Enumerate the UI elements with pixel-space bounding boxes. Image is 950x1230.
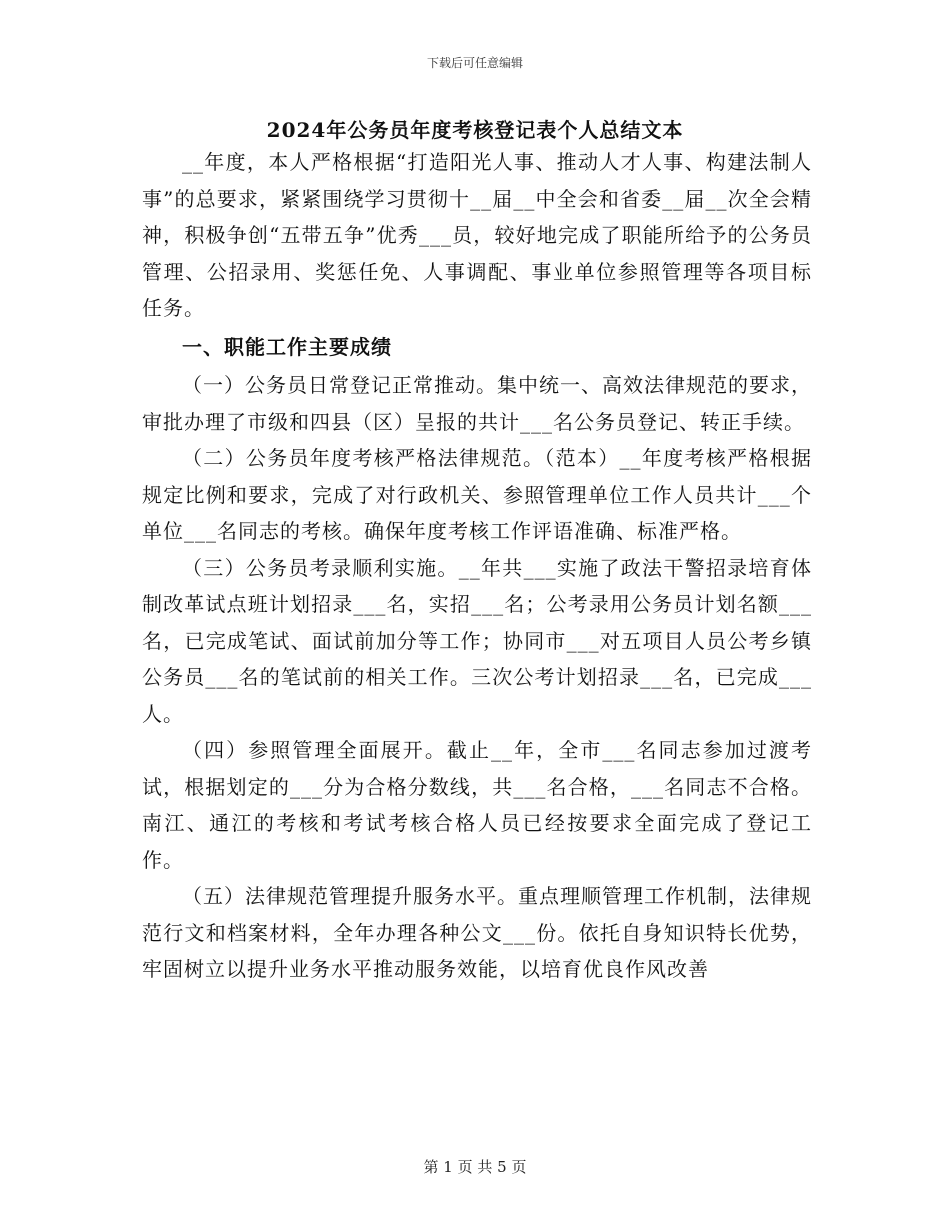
item-paragraph-1: （一）公务员日常登记正常推动。集中统一、高效法律规范的要求，审批办理了市级和四县（区）呈报的共计___名公务员登记、转正手续。 — [142, 373, 812, 434]
item-paragraph-5: （五）法律规范管理提升服务水平。重点理顺管理工作机制，法律规范行文和档案材料，全年办理各种公文___份。依托自身知识特长优势，牢固树立以提升业务水平推动服务效能，以培育优良作风改善 — [142, 884, 812, 981]
item-paragraph-2: （二）公务员年度考核严格法律规范。（范本）__年度考核严格根据规定比例和要求，完成了对行政机关、参照管理单位工作人员共计___个单位___名同志的考核。确保年度考核工作评语准确、标准严格。 — [142, 446, 812, 543]
item-paragraph-3: （三）公务员考录顺利实施。__年共___实施了政法干警招录培育体制改革试点班计划招录___名，实招___名；公考录用公务员计划名额___名，已完成笔试、面试前加分等工作；协同市___对五项目人员公考乡镇公务员___名的笔试前的相关工作。三次公考计划招录___名，已完成___人。 — [142, 555, 812, 726]
document-title: 2024年公务员年度考核登记表个人总结文本 — [266, 118, 684, 142]
document-body — [142, 144, 812, 988]
section-heading: 一、职能工作主要成绩 — [182, 334, 392, 359]
intro-paragraph: __年度，本人严格根据“打造阳光人事、推动人才人事、构建法制人事”的总要求，紧紧围绕学习贯彻十__届__中全会和省委__届__次全会精神，积极争创“五带五争”优秀___员，较好地完成了职能所给予的公务员管理、公招录用、奖惩任免、人事调配、事业单位参照管理等各项目标任务。 — [142, 150, 812, 320]
page-number: 第 1 页 共 5 页 — [423, 1158, 527, 1176]
header-note: 下载后可任意编辑 — [426, 56, 523, 70]
item-paragraph-4: （四）参照管理全面展开。截止__年，全市___名同志参加过渡考试，根据划定的___分为合格分数线，共___名合格，___名同志不合格。南江、通江的考核和考试考核合格人员已经按要求全面完成了登记工作。 — [142, 738, 812, 872]
